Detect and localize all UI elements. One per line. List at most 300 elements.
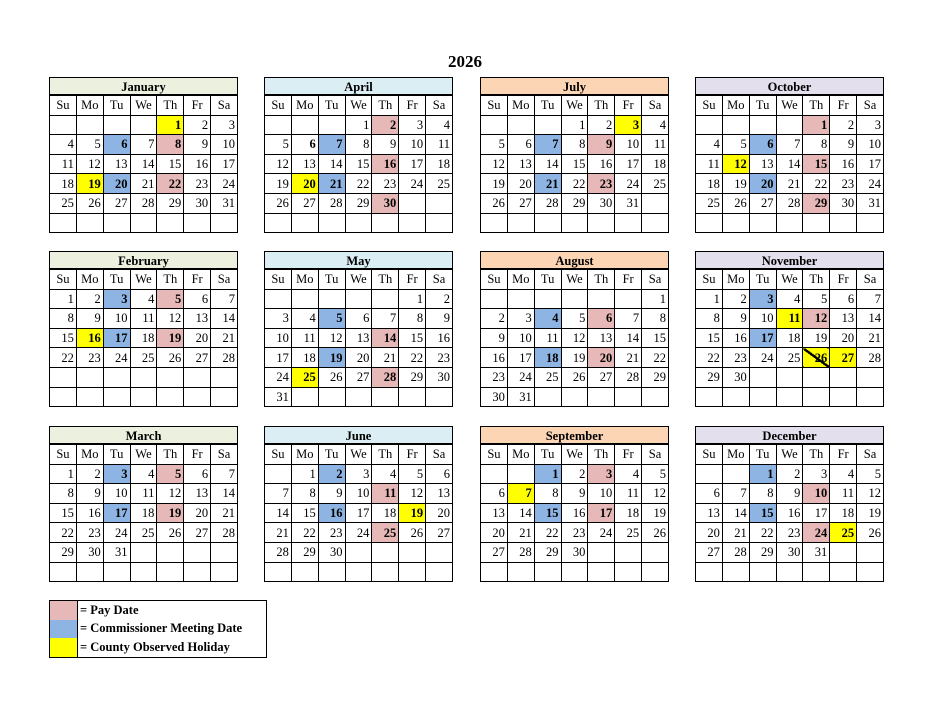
empty-cell — [722, 387, 749, 407]
day-cell: 7 — [615, 309, 642, 329]
day-cell: 3 — [399, 115, 426, 135]
month-header: July — [480, 77, 669, 95]
day-cell: 22 — [291, 523, 318, 543]
day-cell: 24 — [749, 348, 776, 368]
week-row — [50, 174, 238, 194]
day-cell: 6 — [426, 464, 453, 484]
weekday-header: Tu — [103, 270, 130, 290]
day-cell: 12 — [642, 484, 669, 504]
day-cell: 23 — [588, 174, 615, 194]
week-row — [265, 135, 453, 155]
day-cell: 1 — [345, 115, 372, 135]
empty-cell — [265, 115, 292, 135]
empty-cell — [345, 289, 372, 309]
empty-cell — [426, 213, 453, 233]
day-cell: 8 — [534, 484, 561, 504]
weekday-header: We — [130, 96, 157, 116]
day-cell: 1 — [749, 464, 776, 484]
empty-cell — [481, 213, 508, 233]
day-cell: 3 — [265, 309, 292, 329]
day-cell: 15 — [534, 503, 561, 523]
day-cell: 14 — [534, 154, 561, 174]
day-cell: 26 — [399, 523, 426, 543]
weekday-header: We — [130, 270, 157, 290]
week-row — [50, 289, 238, 309]
day-cell: 2 — [426, 289, 453, 309]
day-cell: 7 — [372, 309, 399, 329]
weekday-header: Tu — [103, 96, 130, 116]
day-cell: 20 — [426, 503, 453, 523]
day-cell: 13 — [588, 328, 615, 348]
weekday-header: Tu — [534, 445, 561, 465]
day-cell: 26 — [157, 348, 184, 368]
weekday-header: We — [345, 270, 372, 290]
week-row — [481, 484, 669, 504]
empty-cell — [857, 562, 884, 582]
weekday-header: Sa — [426, 270, 453, 290]
day-cell: 20 — [291, 174, 318, 194]
day-cell: 15 — [399, 328, 426, 348]
weekday-header: Sa — [857, 270, 884, 290]
weekday-header: Tu — [318, 445, 345, 465]
day-cell: 2 — [76, 289, 103, 309]
week-row — [50, 328, 238, 348]
day-cell: 12 — [481, 154, 508, 174]
day-cell: 19 — [157, 503, 184, 523]
empty-cell — [76, 213, 103, 233]
month-header: April — [264, 77, 453, 95]
empty-cell — [291, 562, 318, 582]
month-october — [695, 77, 884, 233]
day-cell: 29 — [534, 542, 561, 562]
empty-cell — [561, 213, 588, 233]
day-cell: 20 — [507, 174, 534, 194]
day-cell: 13 — [426, 484, 453, 504]
day-cell: 1 — [50, 464, 77, 484]
weekday-header: Th — [157, 445, 184, 465]
weekday-header: Mo — [507, 445, 534, 465]
month-header: February — [49, 251, 238, 269]
day-cell: 4 — [291, 309, 318, 329]
day-cell: 10 — [399, 135, 426, 155]
weekday-header: Sa — [211, 270, 238, 290]
empty-cell — [534, 289, 561, 309]
empty-cell — [372, 213, 399, 233]
day-cell: 2 — [318, 464, 345, 484]
empty-cell — [534, 387, 561, 407]
empty-cell — [265, 464, 292, 484]
weekday-header: Sa — [211, 96, 238, 116]
weekday-header: Mo — [76, 96, 103, 116]
empty-cell — [211, 542, 238, 562]
week-row — [696, 174, 884, 194]
day-cell: 29 — [803, 193, 830, 213]
empty-cell — [615, 213, 642, 233]
weekday-header: Tu — [749, 445, 776, 465]
day-cell: 9 — [372, 135, 399, 155]
empty-cell — [76, 115, 103, 135]
day-cell: 28 — [130, 193, 157, 213]
day-cell: 20 — [481, 523, 508, 543]
weekday-header: Su — [696, 445, 723, 465]
day-cell: 7 — [857, 289, 884, 309]
day-cell: 11 — [130, 484, 157, 504]
weekday-header: Th — [157, 96, 184, 116]
weekday-header: Th — [803, 96, 830, 116]
day-cell: 2 — [481, 309, 508, 329]
day-cell: 17 — [103, 503, 130, 523]
weekday-header: Sa — [642, 270, 669, 290]
day-cell: 14 — [857, 309, 884, 329]
weekday-header: Tu — [534, 270, 561, 290]
month-table — [480, 95, 669, 233]
empty-cell — [130, 213, 157, 233]
month-september — [480, 426, 669, 582]
month-june — [264, 426, 453, 582]
weekday-header: We — [561, 96, 588, 116]
empty-cell — [345, 542, 372, 562]
day-cell: 3 — [857, 115, 884, 135]
month-table — [264, 269, 453, 407]
day-cell: 29 — [345, 193, 372, 213]
day-cell: 10 — [265, 328, 292, 348]
day-cell: 25 — [830, 523, 857, 543]
day-cell: 22 — [803, 174, 830, 194]
day-cell: 27 — [345, 367, 372, 387]
day-cell: 23 — [318, 523, 345, 543]
day-cell: 16 — [76, 503, 103, 523]
day-cell: 20 — [184, 503, 211, 523]
day-cell: 6 — [291, 135, 318, 155]
month-table — [695, 269, 884, 407]
day-cell: 28 — [857, 348, 884, 368]
day-cell: 11 — [776, 309, 803, 329]
week-row — [481, 348, 669, 368]
week-row — [696, 154, 884, 174]
day-cell: 17 — [507, 348, 534, 368]
day-cell: 30 — [184, 193, 211, 213]
empty-cell — [588, 542, 615, 562]
empty-cell — [184, 387, 211, 407]
empty-cell — [318, 213, 345, 233]
day-cell: 8 — [345, 135, 372, 155]
empty-cell — [318, 289, 345, 309]
day-cell: 16 — [722, 328, 749, 348]
weekday-header: Su — [481, 445, 508, 465]
day-cell: 21 — [722, 523, 749, 543]
empty-cell — [803, 387, 830, 407]
weekday-header: Su — [265, 96, 292, 116]
day-cell: 19 — [157, 328, 184, 348]
empty-cell — [130, 542, 157, 562]
day-cell: 4 — [776, 289, 803, 309]
legend — [49, 600, 267, 658]
week-row — [481, 174, 669, 194]
day-cell: 18 — [130, 503, 157, 523]
empty-cell — [291, 387, 318, 407]
empty-cell — [749, 115, 776, 135]
day-cell: 8 — [803, 135, 830, 155]
empty-cell — [507, 115, 534, 135]
empty-cell — [291, 289, 318, 309]
day-cell: 31 — [211, 193, 238, 213]
week-row — [50, 213, 238, 233]
day-cell: 5 — [399, 464, 426, 484]
weekday-header: We — [776, 270, 803, 290]
day-cell: 9 — [561, 484, 588, 504]
empty-cell — [857, 387, 884, 407]
week-row — [481, 289, 669, 309]
legend-swatch-pay — [50, 601, 78, 620]
day-cell: 29 — [642, 367, 669, 387]
month-header: October — [695, 77, 884, 95]
day-cell: 26 — [481, 193, 508, 213]
week-row — [265, 289, 453, 309]
empty-cell — [615, 289, 642, 309]
empty-cell — [265, 289, 292, 309]
day-cell: 29 — [696, 367, 723, 387]
empty-cell — [696, 213, 723, 233]
weekday-header: Th — [803, 445, 830, 465]
empty-cell — [318, 387, 345, 407]
day-cell: 22 — [561, 174, 588, 194]
day-cell: 24 — [211, 174, 238, 194]
day-cell: 20 — [588, 348, 615, 368]
day-cell: 17 — [265, 348, 292, 368]
empty-cell — [696, 115, 723, 135]
day-cell: 13 — [103, 154, 130, 174]
empty-cell — [103, 367, 130, 387]
day-cell: 3 — [749, 289, 776, 309]
empty-cell — [481, 562, 508, 582]
empty-cell — [211, 387, 238, 407]
empty-cell — [588, 562, 615, 582]
day-cell: 17 — [749, 328, 776, 348]
day-cell: 5 — [561, 309, 588, 329]
day-cell: 8 — [561, 135, 588, 155]
weekday-header: We — [776, 96, 803, 116]
day-cell: 29 — [749, 542, 776, 562]
day-cell: 22 — [749, 523, 776, 543]
week-row — [696, 348, 884, 368]
day-cell: 9 — [588, 135, 615, 155]
day-cell: 5 — [481, 135, 508, 155]
empty-cell — [345, 213, 372, 233]
day-cell: 1 — [561, 115, 588, 135]
day-cell: 10 — [803, 484, 830, 504]
weekday-header: Fr — [615, 96, 642, 116]
day-cell: 1 — [399, 289, 426, 309]
day-cell: 5 — [265, 135, 292, 155]
weekday-header: Mo — [291, 96, 318, 116]
weekday-header: Fr — [615, 270, 642, 290]
day-cell: 13 — [291, 154, 318, 174]
day-cell: 4 — [642, 115, 669, 135]
day-cell: 25 — [642, 174, 669, 194]
month-header: January — [49, 77, 238, 95]
day-cell: 19 — [561, 348, 588, 368]
day-cell: 15 — [749, 503, 776, 523]
empty-cell — [507, 464, 534, 484]
day-cell: 25 — [534, 367, 561, 387]
day-cell: 22 — [696, 348, 723, 368]
empty-cell — [130, 387, 157, 407]
week-row — [50, 503, 238, 523]
week-row — [481, 115, 669, 135]
day-cell: 4 — [372, 464, 399, 484]
day-cell: 6 — [507, 135, 534, 155]
day-cell: 10 — [588, 484, 615, 504]
day-cell: 16 — [372, 154, 399, 174]
day-cell: 30 — [722, 367, 749, 387]
empty-cell — [615, 387, 642, 407]
day-cell: 24 — [588, 523, 615, 543]
weekday-header: Th — [372, 96, 399, 116]
day-cell: 25 — [426, 174, 453, 194]
day-cell: 22 — [642, 348, 669, 368]
day-cell: 14 — [372, 328, 399, 348]
day-cell: 27 — [184, 348, 211, 368]
empty-cell — [103, 115, 130, 135]
day-cell: 5 — [857, 464, 884, 484]
day-cell: 10 — [615, 135, 642, 155]
day-cell: 22 — [345, 174, 372, 194]
day-cell: 24 — [399, 174, 426, 194]
week-row — [696, 367, 884, 387]
day-cell: 13 — [749, 154, 776, 174]
day-cell: 17 — [588, 503, 615, 523]
day-cell: 8 — [399, 309, 426, 329]
day-cell: 5 — [318, 309, 345, 329]
day-cell: 4 — [130, 464, 157, 484]
week-row — [50, 309, 238, 329]
weekday-header: We — [561, 445, 588, 465]
day-cell: 31 — [507, 387, 534, 407]
weekday-header: Su — [696, 270, 723, 290]
day-cell: 18 — [130, 328, 157, 348]
weekday-header: Tu — [749, 270, 776, 290]
day-cell: 7 — [534, 135, 561, 155]
week-row — [265, 193, 453, 213]
day-cell: 15 — [157, 154, 184, 174]
month-header: September — [480, 426, 669, 444]
week-row — [696, 503, 884, 523]
day-cell: 16 — [776, 503, 803, 523]
day-cell: 18 — [534, 348, 561, 368]
empty-cell — [211, 562, 238, 582]
day-cell: 25 — [50, 193, 77, 213]
empty-cell — [749, 387, 776, 407]
week-row — [50, 484, 238, 504]
day-cell: 8 — [50, 484, 77, 504]
week-row — [50, 135, 238, 155]
week-row — [481, 328, 669, 348]
day-cell: 5 — [803, 289, 830, 309]
weekday-header: Fr — [830, 445, 857, 465]
month-november — [695, 251, 884, 407]
weekday-header: Su — [265, 270, 292, 290]
day-cell: 26 — [318, 367, 345, 387]
day-cell: 29 — [50, 542, 77, 562]
day-cell: 9 — [318, 484, 345, 504]
day-cell: 8 — [696, 309, 723, 329]
day-cell: 18 — [615, 503, 642, 523]
empty-cell — [749, 213, 776, 233]
day-cell: 12 — [318, 328, 345, 348]
day-cell: 15 — [345, 154, 372, 174]
empty-cell — [265, 562, 292, 582]
weekday-header: We — [345, 445, 372, 465]
weekday-header: Mo — [76, 270, 103, 290]
empty-cell — [776, 562, 803, 582]
weekday-header: Th — [157, 270, 184, 290]
week-row — [481, 464, 669, 484]
day-cell: 5 — [157, 289, 184, 309]
day-cell: 7 — [318, 135, 345, 155]
week-row — [481, 309, 669, 329]
weekday-header: We — [130, 445, 157, 465]
day-cell: 4 — [50, 135, 77, 155]
day-cell: 14 — [776, 154, 803, 174]
week-row — [696, 523, 884, 543]
day-cell: 9 — [76, 309, 103, 329]
day-cell: 3 — [588, 464, 615, 484]
empty-cell — [561, 289, 588, 309]
week-row — [481, 387, 669, 407]
day-cell: 18 — [830, 503, 857, 523]
empty-cell — [157, 367, 184, 387]
day-cell: 21 — [534, 174, 561, 194]
empty-cell — [722, 213, 749, 233]
day-cell: 10 — [211, 135, 238, 155]
day-cell: 2 — [76, 464, 103, 484]
week-row — [50, 154, 238, 174]
month-table — [49, 95, 238, 233]
month-april — [264, 77, 453, 233]
day-cell: 18 — [696, 174, 723, 194]
day-cell: 30 — [318, 542, 345, 562]
day-cell: 17 — [211, 154, 238, 174]
day-cell: 12 — [399, 484, 426, 504]
week-row — [696, 328, 884, 348]
day-cell: 2 — [372, 115, 399, 135]
weekday-header: Su — [50, 270, 77, 290]
day-cell: 5 — [722, 135, 749, 155]
day-cell: 3 — [103, 289, 130, 309]
month-march — [49, 426, 238, 582]
month-table — [264, 444, 453, 582]
week-row — [50, 464, 238, 484]
empty-cell — [615, 562, 642, 582]
empty-cell — [130, 562, 157, 582]
empty-cell — [507, 213, 534, 233]
day-cell: 2 — [722, 289, 749, 309]
weekday-header: Mo — [507, 270, 534, 290]
day-cell: 21 — [265, 523, 292, 543]
week-row — [481, 562, 669, 582]
week-row — [265, 154, 453, 174]
weekday-header: Th — [372, 270, 399, 290]
week-row — [481, 213, 669, 233]
empty-cell — [642, 387, 669, 407]
week-row — [265, 309, 453, 329]
legend-label-pay: = Pay Date — [80, 602, 139, 617]
day-cell: 20 — [830, 328, 857, 348]
weekday-header: We — [776, 445, 803, 465]
weekday-header: Fr — [615, 445, 642, 465]
week-row — [696, 193, 884, 213]
empty-cell — [426, 387, 453, 407]
